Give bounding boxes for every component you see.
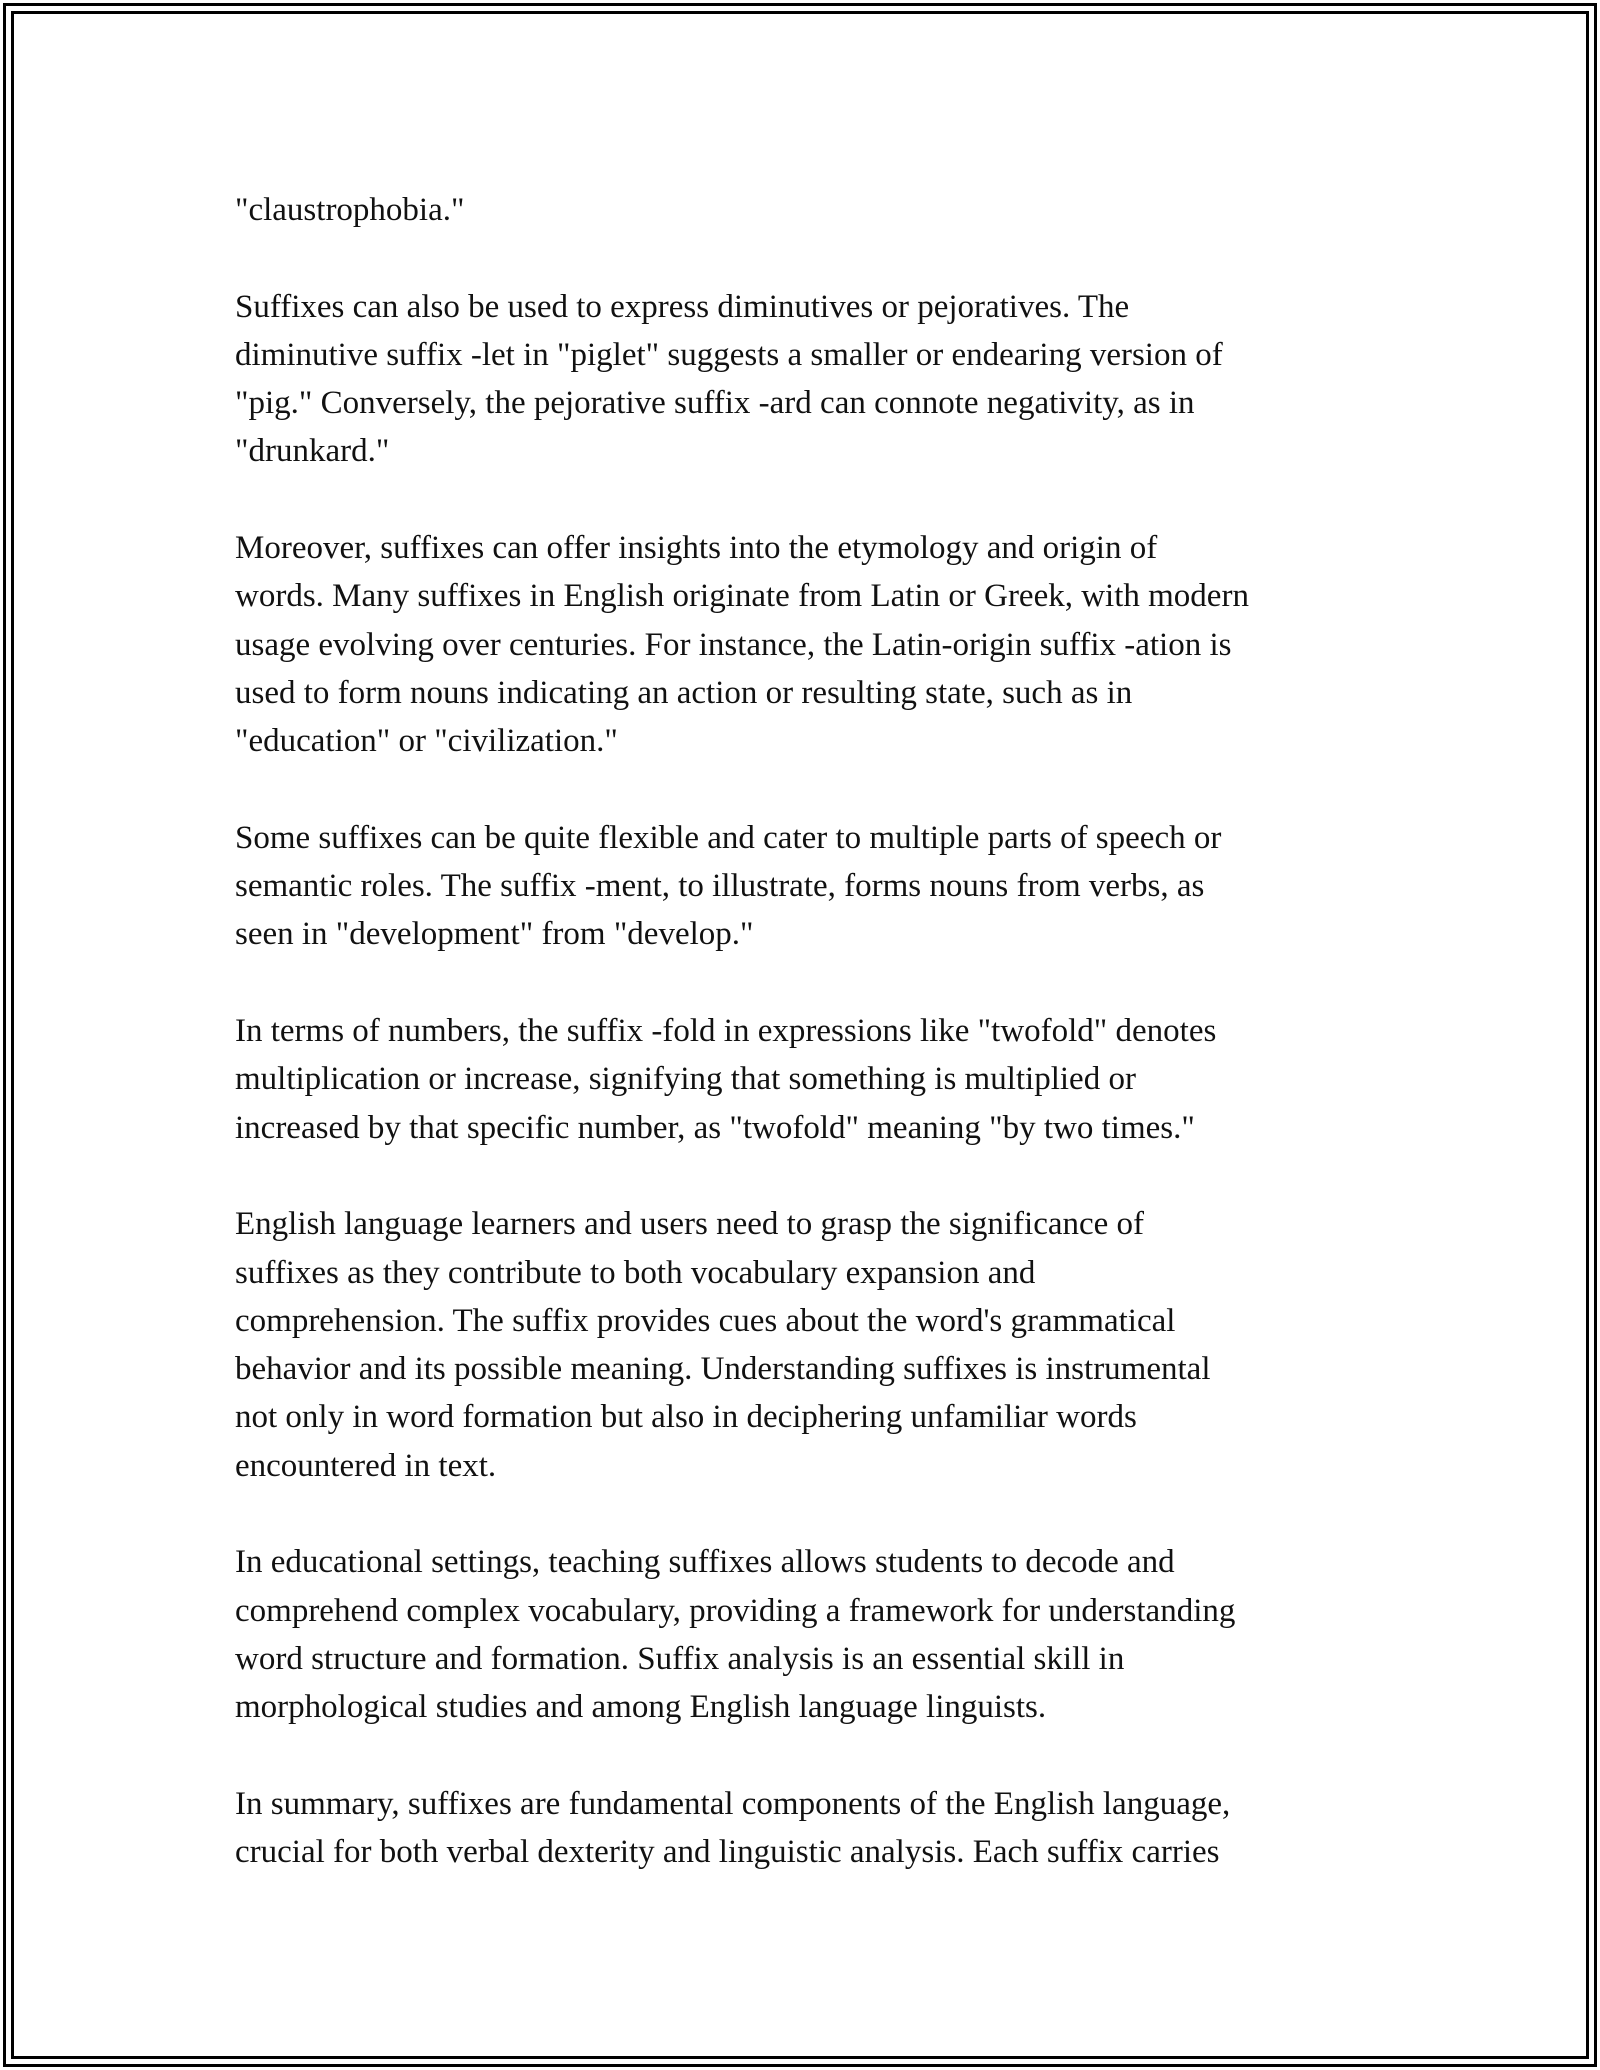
text-line: comprehension. The suffix provides cues about the word's grammatical: [235, 1302, 1176, 1339]
paragraph: [235, 1780, 1385, 1877]
text-line: In terms of numbers, the suffix -fold in expressions like "twofold" denotes: [235, 1013, 1217, 1050]
text-line: Suffixes can also be used to express diminutives or pejoratives. The: [235, 288, 1130, 325]
text-line: "drunkard.": [235, 433, 390, 470]
text-line: English language learners and users need to grasp the significance of: [235, 1206, 1145, 1243]
text-line: suffixes as they contribute to both vocabulary expansion and: [235, 1254, 1036, 1291]
text-line: increased by that specific number, as "twofold" meaning "by two times.": [235, 1109, 1195, 1146]
text-line: "education" or "civilization.": [235, 723, 618, 760]
text-line: words. Many suffixes in English originate from Latin or Greek, with modern: [235, 578, 1249, 615]
text-line: morphological studies and among English language linguists.: [235, 1689, 1047, 1726]
paragraph: [235, 1200, 1385, 1490]
text-line: Some suffixes can be quite flexible and cater to multiple parts of speech or: [235, 819, 1222, 856]
text-line: not only in word formation but also in deciphering unfamiliar words: [235, 1399, 1137, 1436]
paragraph: [235, 1538, 1385, 1731]
text-line: used to form nouns indicating an action or resulting state, such as in: [235, 674, 1133, 711]
text-line: comprehend complex vocabulary, providing a framework for understanding: [235, 1592, 1236, 1629]
text-line: semantic roles. The suffix -ment, to illustrate, forms nouns from verbs, as: [235, 868, 1205, 905]
paragraph: [235, 186, 1385, 234]
text-line: behavior and its possible meaning. Understanding suffixes is instrumental: [235, 1351, 1211, 1388]
paragraph: [235, 524, 1385, 765]
document-body: [235, 186, 1385, 1925]
text-line: Moreover, suffixes can offer insights into the etymology and origin of: [235, 530, 1158, 567]
text-line: In educational settings, teaching suffixes allows students to decode and: [235, 1544, 1175, 1581]
text-line: word structure and formation. Suffix analysis is an essential skill in: [235, 1640, 1125, 1677]
text-line: "pig." Conversely, the pejorative suffix -ard can connote negativity, as in: [235, 385, 1195, 422]
text-line: "claustrophobia.": [235, 192, 465, 228]
text-line: seen in "development" from "develop.": [235, 916, 754, 953]
paragraph: [235, 283, 1385, 476]
text-line: encountered in text.: [235, 1447, 497, 1484]
paragraph: [235, 814, 1385, 959]
text-line: crucial for both verbal dexterity and linguistic analysis. Each suffix carries: [235, 1834, 1220, 1871]
text-line: diminutive suffix -let in "piglet" suggests a smaller or endearing version of: [235, 336, 1223, 373]
text-line: usage evolving over centuries. For instance, the Latin-origin suffix -ation is: [235, 626, 1232, 663]
text-line: multiplication or increase, signifying that something is multiplied or: [235, 1061, 1136, 1098]
text-line: In summary, suffixes are fundamental components of the English language,: [235, 1785, 1231, 1822]
paragraph: [235, 1007, 1385, 1152]
